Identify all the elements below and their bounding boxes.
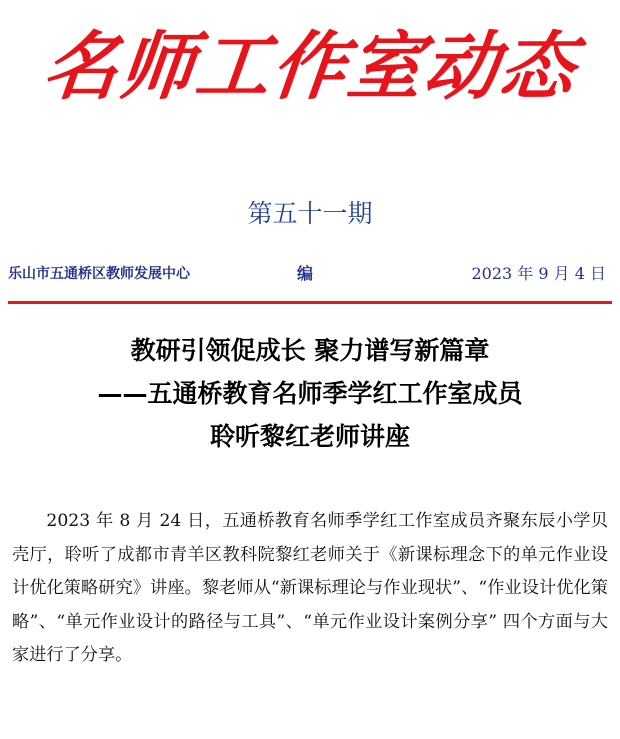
header-divider <box>8 301 612 304</box>
publisher-organization: 乐山市五通桥区教师发展中心 <box>8 266 190 282</box>
headline-line-1: 教研引领促成长 聚力谱写新篇章 <box>130 336 490 365</box>
article-headline <box>0 329 620 458</box>
headline-line-3: 聆听黎红老师讲座 <box>209 422 410 451</box>
publish-date: 2023 年 9 月 4 日 <box>471 264 606 283</box>
issue-number: 第五十一期 <box>247 199 373 228</box>
article-paragraph: 2023 年 8 月 24 日，五通桥教育名师季学红工作室成员齐聚东辰小学贝壳厅，聆听了成都市青羊区教科院黎红老师关于《新课标理念下的单元作业设计优化策略研究》讲座。黎老师从“新课标理论与作业现状”、“作业设计优化策略”、“单元作业设计的路径与工具”、“单元作业设计案例分享” 四个方面与大家进行了分享。 <box>12 511 608 665</box>
headline-line-2: ——五通桥教育名师季学红工作室成员 <box>97 379 523 408</box>
edit-label: 编 <box>297 264 314 283</box>
masthead-title: 名师工作室动态 <box>39 24 581 110</box>
